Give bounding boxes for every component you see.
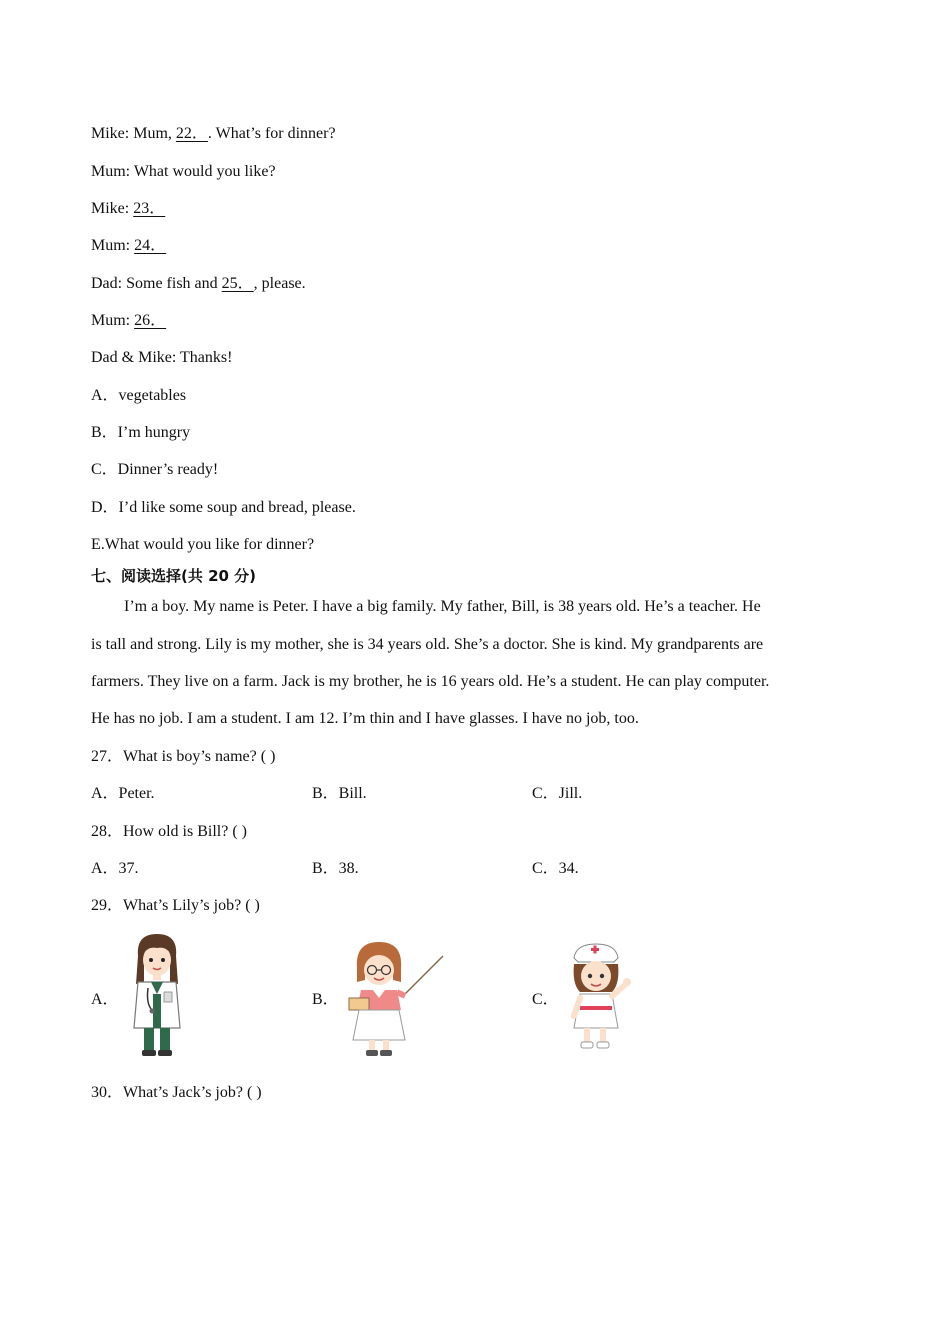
dialogue-line-22 <box>91 124 336 144</box>
option-d: D．I’d like some soup and bread, please. <box>91 499 356 516</box>
doctor-image[interactable] <box>126 932 188 1058</box>
question-30: 30．What’s Jack’s job? ( ) <box>91 1084 262 1101</box>
option-e: E.What would you like for dinner? <box>91 536 315 553</box>
blank-23[interactable]: 23． <box>133 200 166 217</box>
dialogue-line-26 <box>91 311 166 331</box>
speaker-text: Mum: <box>91 237 135 254</box>
q28-option-b[interactable]: B．38. <box>312 860 359 877</box>
option-c: C．Dinner’s ready! <box>91 461 219 478</box>
dialogue-line: Dad & Mike: Thanks! <box>91 349 233 366</box>
passage-line: He has no job. I am a student. I am 12. I’m thin and I have glasses. I have no job, too. <box>91 710 639 727</box>
q28-option-a[interactable]: A．37. <box>91 860 139 877</box>
dialogue-text: . What’s for dinner? <box>207 125 336 142</box>
section-heading: 七、阅读选择(共 20 分) <box>91 567 257 585</box>
q29-option-b[interactable]: B． <box>312 991 339 1008</box>
q27-option-a[interactable]: A．Peter. <box>91 785 155 802</box>
teacher-image[interactable] <box>347 940 445 1058</box>
dialogue-line-23 <box>91 199 165 219</box>
question-29: 29．What’s Lily’s job? ( ) <box>91 897 260 914</box>
passage-line: is tall and strong. Lily is my mother, she is 34 years old. She’s a doctor. She is kind. My grandparents are <box>91 636 764 653</box>
option-a: A．vegetables <box>91 387 187 404</box>
question-27: 27．What is boy’s name? ( ) <box>91 748 276 765</box>
passage-line: I’m a boy. My name is Peter. I have a big family. My father, Bill, is 38 years old. He’s a teacher. He <box>124 598 761 615</box>
q27-option-b[interactable]: B．Bill. <box>312 785 367 802</box>
option-b: B．I’m hungry <box>91 424 191 441</box>
speaker-text: Dad: Some fish and <box>91 275 222 292</box>
dialogue-line-25 <box>91 274 306 294</box>
speaker-text: Mike: Mum, <box>91 125 176 142</box>
q27-option-c[interactable]: C．Jill. <box>532 785 583 802</box>
dialogue-line: Mum: What would you like? <box>91 163 276 180</box>
passage-line: farmers. They live on a farm. Jack is my brother, he is 16 years old. He’s a student. He can play computer. <box>91 673 770 690</box>
blank-26[interactable]: 26． <box>134 312 167 329</box>
speaker-text: Mike: <box>91 200 134 217</box>
dialogue-line-24 <box>91 236 166 256</box>
q28-option-c[interactable]: C．34. <box>532 860 579 877</box>
dialogue-text: , please. <box>253 275 306 292</box>
blank-25[interactable]: 25． <box>221 275 254 292</box>
speaker-text: Mum: <box>91 312 135 329</box>
q29-option-c[interactable]: C． <box>532 991 559 1008</box>
nurse-image[interactable] <box>562 940 636 1054</box>
blank-24[interactable]: 24． <box>134 237 167 254</box>
q29-option-a[interactable]: A． <box>91 991 119 1008</box>
question-28: 28．How old is Bill? ( ) <box>91 823 247 840</box>
blank-22[interactable]: 22． <box>175 125 208 142</box>
